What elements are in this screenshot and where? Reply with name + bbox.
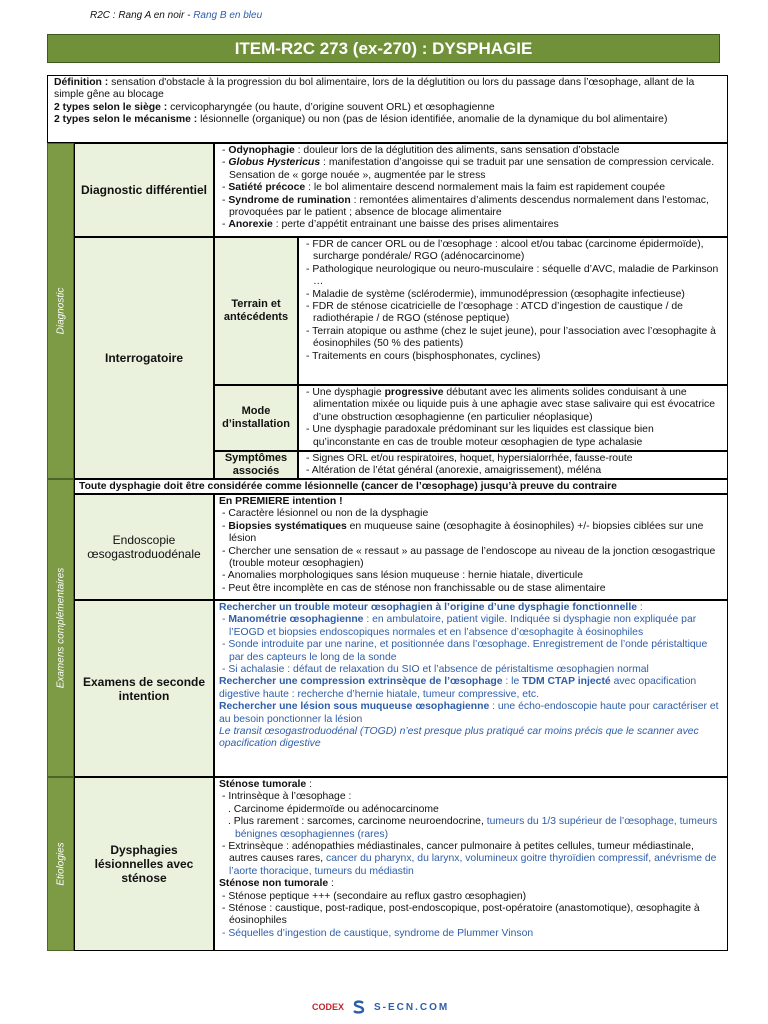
warning-banner: Toute dysphagie doit être considérée comme lésionnelle (cancer de l’œsophage) jusqu’à preuve du contraire [74, 479, 728, 494]
types-mecanisme-text: lésionnelle (organique) ou non (pas de lésion identifiée, anomalie de la dynamique du bol alimentaire) [197, 114, 668, 126]
types-mecanisme-label: 2 types selon le mécanisme : [54, 114, 198, 126]
endo-item: - Peut être incomplète en cas de sténose non franchissable ou de stase alimentaire [222, 582, 606, 594]
endoscopie-label: Endoscopie œsogastroduodénale [74, 494, 214, 600]
endo-item: - Biopsies systématiques en muqueuse saine (œsophagite à éosinophiles) +/- biopsies ciblées sur une lésion [222, 520, 704, 545]
s1-item: - Si achalasie : défaut de relaxation du SIO et l’absence de péristaltisme œsophagien normal [222, 664, 649, 676]
terrain-item: - Terrain atopique ou asthme (chez le sujet jeune), pour l’association avec l’œsophagite à éosinophiles (50 % des patients) [306, 325, 716, 350]
definition-text: sensation d'obstacle à la progression du bol alimentaire, lors de la déglutition ou lors du passage dans l’œsophage, allant de la simple gêne au blocage [54, 77, 695, 101]
etio-subitem: . Carcinome épidermoïde ou adénocarcinome [228, 803, 439, 815]
diag-diff-item: - Satiété précoce : le bol alimentaire descend normalement mais la faim est rapidement coupée [222, 182, 666, 194]
definition-label: Définition : [54, 77, 109, 88]
endoscopie-content [214, 494, 728, 600]
etio-item: - Intrinsèque à l’œsophage : [222, 791, 352, 803]
mode-label: Mode d’installation [214, 385, 298, 451]
types-siege-label: 2 types selon le siège : [54, 101, 168, 113]
terrain-item: - Traitements en cours (bisphosphonates, cyclines) [306, 350, 541, 362]
diag-diff-item: - Anorexie : perte d’appétit entrainant une baisse des prises alimentaires [222, 219, 559, 231]
nontum-head: Sténose non tumorale : [219, 878, 334, 890]
mode-content [298, 385, 728, 451]
interrog-label: Interrogatoire [74, 237, 214, 479]
s1-head: Rechercher un trouble moteur œsophagien à l’origine d’une dysphagie fonctionnelle : [219, 602, 643, 613]
s4-line: Le transit œsogastroduodénal (TOGD) n’est presque plus pratiqué car moins précis que le scanner avec opacification digestive [219, 726, 699, 750]
etio-item: - Extrinsèque : adénopathies médiastinales, cancer pulmonaire à petites cellules, tumeur médiastinale, autres causes rares, cancer du pharynx, du larynx, volumineux goitre thyroïdien compressif, anévrisme de l’aorte thoracique, tumeurs du médiastin [222, 841, 717, 877]
section-examens-label: Examens complémentaires [55, 567, 66, 689]
s2-line: Rechercher une compression extrinsèque de l’œsophage : le TDM CTAP injecté avec opacification digestive haute : recherche d’hernie hiatale, tumeur compressive, etc. [219, 676, 697, 700]
terrain-label: Terrain et antécédents [214, 237, 298, 385]
etio-item: - Séquelles d’ingestion de caustique, syndrome de Plummer Vinson [222, 927, 534, 939]
endo-head: En PREMIERE intention ! [219, 496, 343, 507]
symptomes-content [298, 451, 728, 479]
s-logo-icon [352, 1000, 366, 1014]
terrain-item: - FDR de cancer ORL ou de l’œsophage : alcool et/ou tabac (carcinome épidermoïde), surcharge pondérale/ RGO (adénocarcinome) [306, 239, 704, 263]
mode-item: - Une dysphagie progressive débutant avec les aliments solides conduisant à une alimentation mixée ou liquide puis à une aphagie avec stase salivaire qui est évocatrice d’une obstruction œsophagienne (en particulier néoplasique) [306, 387, 716, 423]
s1-item: - Manométrie œsophagienne : en ambulatoire, patient vigile. Indiquée si dysphagie non expliquée par l’EOGD et biopsies endoscopiques normales et en l’absence d’œsophagite à éosinophiles [222, 614, 697, 638]
s1-item: - Sonde introduite par une narine, et positionnée dans l’œsophage. Enregistrement de l’onde péristaltique par des capteurs le long de la sonde [222, 639, 708, 663]
etio-item: - Sténose : caustique, post-radique, post-endoscopique, post-opératoire (anastomotique), œsophagite à éosinophiles [222, 903, 700, 927]
s3-line: Rechercher une lésion sous muqueuse œsophagienne : une écho-endoscopie haute pour caractériser et au besoin ponctionner la lésion [219, 701, 719, 725]
endo-item: - Caractère lésionnel ou non de la dysphagie [222, 508, 429, 520]
seconde-intention-label: Examens de seconde intention [74, 600, 214, 777]
footer-logo [312, 1000, 449, 1014]
site-logo: S-ECN.COM [374, 1001, 450, 1013]
diag-diff-content [214, 143, 728, 237]
symptome-item: - Altération de l’état général (anorexie, amaigrissement), méléna [306, 465, 602, 477]
terrain-item: - Maladie de système (sclérodermie), immunodépression (œsophagite infectieuse) [306, 288, 685, 300]
tum-head: Sténose tumorale : [219, 779, 312, 790]
legend-rank-b: Rang B en bleu [193, 10, 263, 21]
mode-item: - Une dysphagie paradoxale prédominant sur les liquides est classique bien qu’inconstante en cas de trouble moteur œsophagien de type achalasie [306, 424, 654, 448]
diag-diff-item: - Odynophagie : douleur lors de la déglutition des aliments, sans sensation d’obstacle [222, 145, 620, 156]
rank-legend [90, 10, 262, 21]
terrain-item: - Pathologique neurologique ou neuro-musculaire : séquelle d’AVC, maladie de Parkinson … [306, 263, 719, 288]
terrain-item: - FDR de sténose cicatricielle de l’œsophage : ATCD d’ingestion de caustique / de radiothérapie / de RGO (sténose peptique) [306, 301, 683, 325]
seconde-intention-content [214, 600, 728, 777]
endo-item: - Chercher une sensation de « ressaut » au passage de l’endoscope au niveau de la jonction œsogastrique (trouble moteur œsophagien) [222, 545, 716, 570]
section-diagnostic-label: Diagnostic [55, 287, 66, 335]
symptome-item: - Signes ORL et/ou respiratoires, hoquet, hypersialorrhée, fausse-route [306, 453, 633, 464]
section-examens [47, 479, 74, 777]
etio-item: - Sténose peptique +++ (secondaire au reflux gastro œsophagien) [222, 890, 527, 902]
section-etiologies [47, 777, 74, 951]
diag-diff-item: - Globus Hystericus : manifestation d’angoisse qui se traduit par une sensation de compression cervicale. Sensation de « gorge nouée », augmentée par le stress [222, 157, 715, 181]
legend-rank-a: R2C : Rang A en noir - [90, 10, 194, 21]
endo-item: - Anomalies morphologiques sans lésion muqueuse : hernie hiatale, diverticule [222, 570, 584, 582]
section-etiologies-label: Etiologies [55, 842, 66, 886]
terrain-content [298, 237, 728, 385]
diag-diff-label: Diagnostic différentiel [74, 143, 214, 237]
page-title: ITEM-R2C 273 (ex-270) : DYSPHAGIE [47, 34, 720, 63]
codex-logo: CODEX [312, 1002, 345, 1012]
etio-content [214, 777, 728, 951]
section-diagnostic [47, 143, 74, 479]
diag-diff-item: - Syndrome de rumination : remontées alimentaires d’aliments descendus normalement dans l’estomac, provoquées par le patient ; absence de blocage alimentaire [222, 194, 709, 219]
etio-subitem: . Plus rarement : sarcomes, carcinome neuroendocrine, tumeurs du 1/3 supérieur de l’œsophage, tumeurs bénignes œsophagiennes (rares) [228, 816, 718, 840]
types-siege-text: cervicopharyngée (ou haute, d’origine souvent ORL) et œsophagienne [167, 101, 495, 113]
etio-label: Dysphagies lésionnelles avec sténose [74, 777, 214, 951]
definition-box [47, 75, 728, 143]
symptomes-label: Symptômes associés [214, 451, 298, 479]
